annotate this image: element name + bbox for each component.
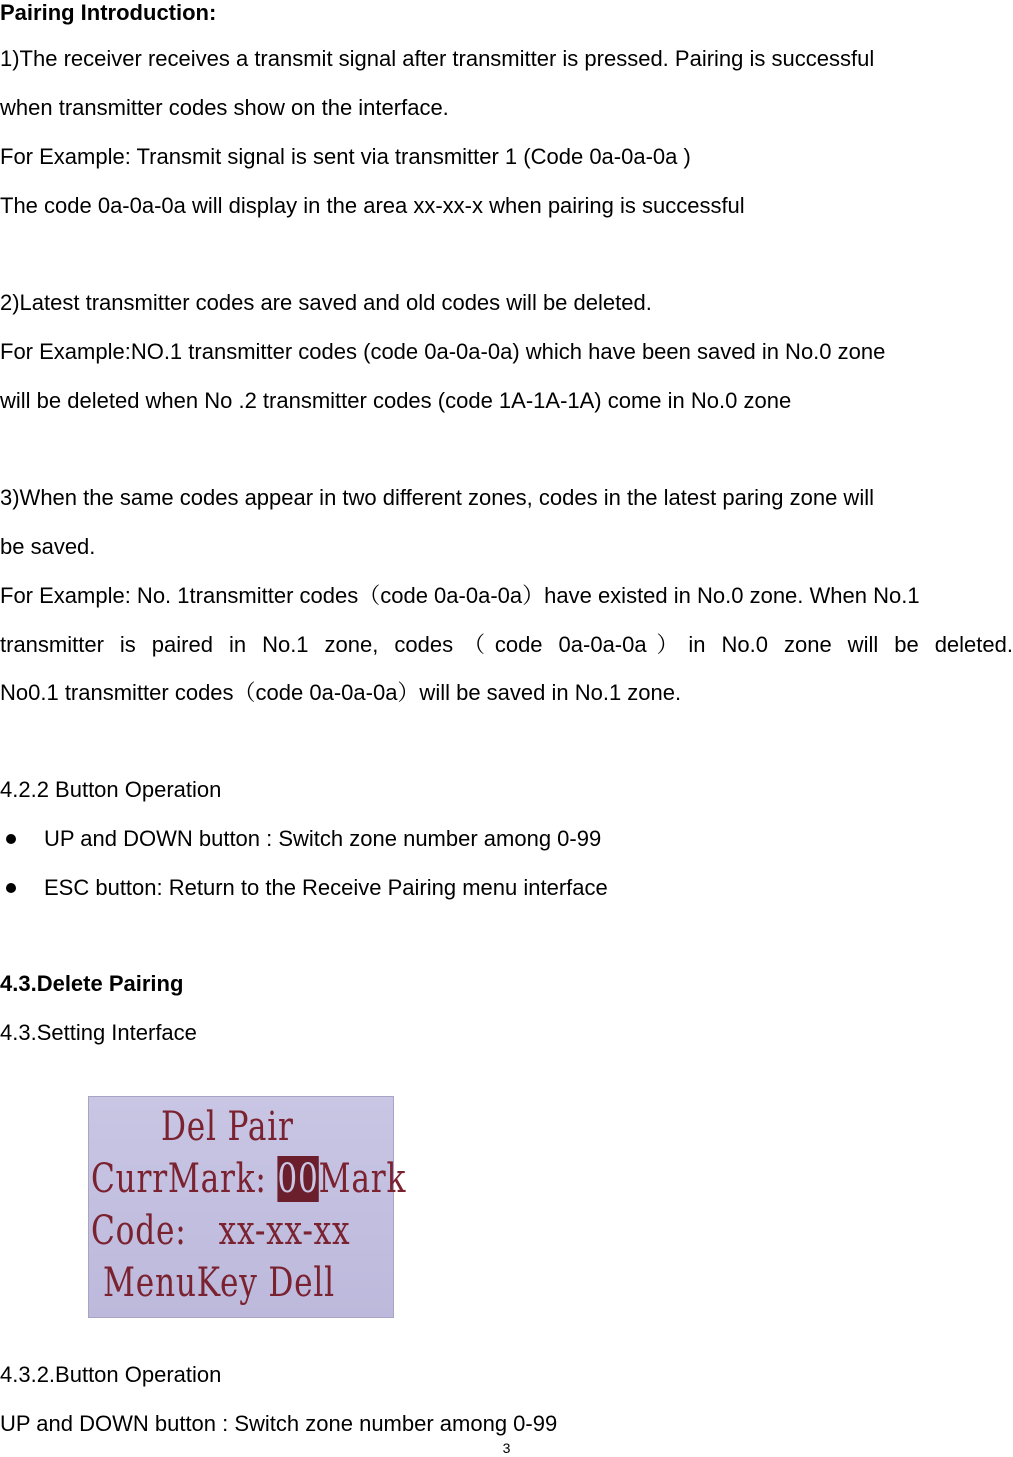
paragraph-3-line-1: 3)When the same codes appear in two different zones, codes in the latest paring zone will [0,485,874,510]
lcd-currmark-label: CurrMark: [91,1156,267,1202]
paragraph-1-line-2: when transmitter codes show on the interface. [0,95,449,120]
lcd-currmark-value: 00 [277,1156,319,1202]
page-number: 3 [502,1440,511,1456]
lcd-title: Del Pair [161,1104,294,1150]
lcd-currmark-suffix: Mark [318,1156,407,1202]
lcd-code-value: xx-xx-xx [218,1208,351,1254]
lcd-screen-photo [88,1096,407,1318]
bullet-dot-icon [6,834,16,844]
paragraph-1-line-4: The code 0a-0a-0a will display in the area xx-xx-x when pairing is successful [0,193,745,218]
lcd-code-label: Code: [91,1208,187,1254]
bullet-dot-icon [6,883,16,893]
lcd-code-row [91,1209,350,1253]
paragraph-1-line-1: 1)The receiver receives a transmit signal after transmitter is pressed. Pairing is successful [0,46,875,71]
delete-pairing-heading: 4.3.Delete Pairing [0,971,184,996]
pairing-intro-heading: Pairing Introduction: [0,0,217,25]
bullet-text: ESC button: Return to the Receive Pairing menu interface [44,875,608,900]
setting-interface-subheading: 4.3.Setting Interface [0,1020,197,1045]
button-operation-2-heading: 4.3.2.Button Operation [0,1362,222,1387]
paragraph-1-line-3: For Example: Transmit signal is sent via transmitter 1 (Code 0a-0a-0a ) [0,144,691,169]
paragraph-3-line-3: For Example: No. 1transmitter codes（code 0a-0a-0a）have existed in No.0 zone. When No.1 [0,583,920,608]
lcd-footer: MenuKey Dell [103,1260,335,1306]
lcd-currmark-row [91,1157,406,1201]
button-operation-2-line: UP and DOWN button : Switch zone number among 0-99 [0,1411,558,1436]
paragraph-2-line-2: For Example:NO.1 transmitter codes (code 0a-0a-0a) which have been saved in No.0 zone [0,339,886,364]
paragraph-3-line-4: transmitter is paired in No.1 zone, codes（code 0a-0a-0a）in No.0 zone will be deleted. [0,632,1013,657]
paragraph-3-line-2: be saved. [0,534,96,559]
bullet-text: UP and DOWN button : Switch zone number among 0-99 [44,826,602,851]
paragraph-2-line-3: will be deleted when No .2 transmitter codes (code 1A-1A-1A) come in No.0 zone [0,388,792,413]
paragraph-2-line-1: 2)Latest transmitter codes are saved and old codes will be deleted. [0,290,652,315]
paragraph-3-line-5: No0.1 transmitter codes（code 0a-0a-0a）will be saved in No.1 zone. [0,680,682,705]
button-operation-heading: 4.2.2 Button Operation [0,777,222,802]
